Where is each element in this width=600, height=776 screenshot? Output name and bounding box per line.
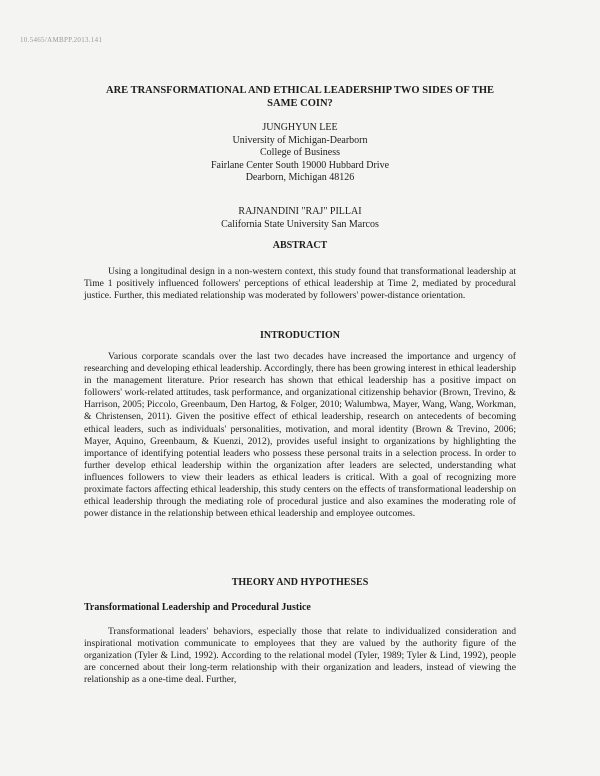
paper-title: ARE TRANSFORMATIONAL AND ETHICAL LEADERSHIP TWO SIDES OF THE SAME COIN? bbox=[105, 85, 494, 109]
abstract-heading: ABSTRACT bbox=[272, 240, 328, 251]
author-address-1: Fairlane Center South 19000 Hubbard Drive bbox=[210, 159, 390, 171]
theory-text: Transformational leaders' behaviors, especially those that relate to individualized consideration and inspirational motivation communicate to employees that they are valued by the authority figure of the organization (Tyler & Lind, 1992). According to the relational model (Tyler, 1989; Tyler & Lind, 1992), people are concerned about their long-term relationship with their organization and leaders, instead of viewing the relationship as a one-time deal. Further, bbox=[84, 626, 516, 686]
introduction-heading: INTRODUCTION bbox=[259, 330, 340, 341]
theory-subheading: Transformational Leadership and Procedural Justice bbox=[84, 602, 311, 613]
author-block-1 bbox=[140, 122, 460, 185]
author-city-1: Dearborn, Michigan 48126 bbox=[245, 172, 355, 183]
author-affiliation-1: University of Michigan-Dearborn bbox=[232, 134, 368, 146]
author-name-1: JUNGHYUN LEE bbox=[262, 122, 338, 133]
doi-stamp: 10.5465/AMBPP.2013.141 bbox=[20, 36, 103, 44]
author-block-2 bbox=[140, 206, 460, 231]
introduction-text: Various corporate scandals over the last two decades have increased the importance and urgency of researching and developing ethical leadership. Accordingly, there has been growing interest in ethical leadership in the management literature. Prior research has shown that ethical leadership has a positive impact on followers' work-related attitudes, task performance, and organizational citizenship behavior (Brown, Trevino, & Harrison, 2005; Piccolo, Greenbaum, Den Hartog, & Folger, 2010; Walumbwa, Mayer, Wang, Wang, Workman, & Christensen, 2011). Given the positive effect of ethical leadership, research on antecedents of becoming ethical leaders, such as individuals' personalities, motivation, and moral identity (Brown & Trevino, 2006; Mayer, Aquino, Greenbaum, & Kuenzi, 2012), provides useful insight to organizations by highlighting the importance of identifying potential leaders who possess these personal traits in a selection process. In order to further develop ethical leadership within the organization after leaders are selected, understanding what influences followers to view their leaders as ethical leaders is critical. With a goal of recognizing more proximate factors affecting ethical leadership, this study centers on the effects of transformational leadership on ethical leadership through the mediating role of procedural justice and also examines the moderating role of power distance in the relationship between ethical leadership and employee outcomes. bbox=[84, 351, 516, 520]
abstract-text: Using a longitudinal design in a non-western context, this study found that transformational leadership at Time 1 positively influenced followers' perceptions of ethical leadership at Time 2, mediated by procedural justice. Further, this mediated relationship was moderated by followers' power-distance orientation. bbox=[84, 266, 516, 302]
author-name-2: RAJNANDINI "RAJ" PILLAI bbox=[238, 206, 362, 217]
author-department-1: College of Business bbox=[260, 147, 340, 158]
author-affiliation-2: California State University San Marcos bbox=[221, 218, 379, 230]
theory-heading: THEORY AND HYPOTHESES bbox=[231, 577, 369, 588]
